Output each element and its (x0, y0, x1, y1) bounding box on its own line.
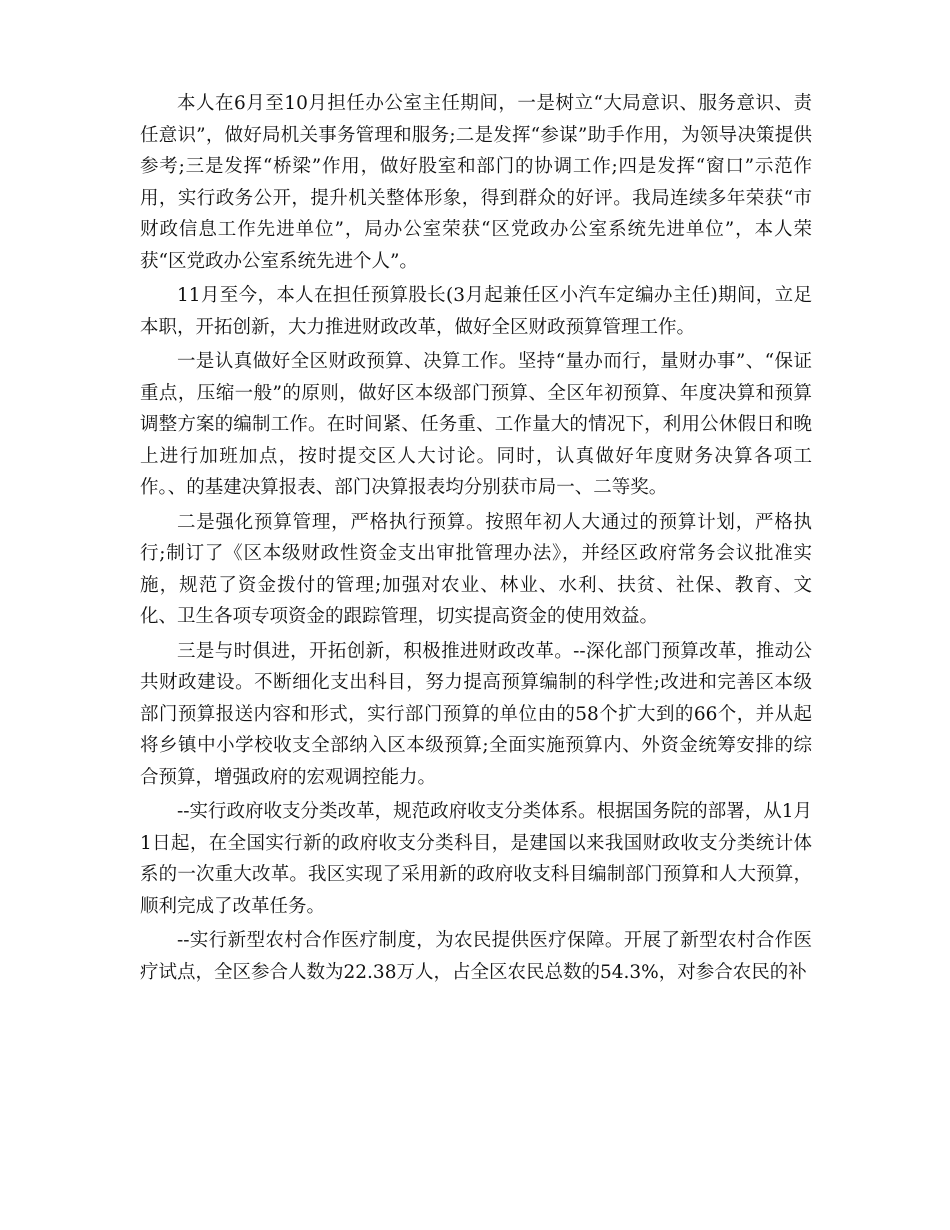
paragraph-rural-medical-cooperative: --实行新型农村合作医疗制度，为农民提供医疗保障。开展了新型农村合作医疗试点，全区参合人数为22.38万人，占全区农民总数的54.3%，对参合农民的补 (140, 930, 812, 983)
document-body (140, 88, 812, 991)
paragraph-revenue-classification-reform: --实行政府收支分类改革，规范政府收支分类体系。根据国务院的部署，从1月1日起，在全国实行新的政府收支分类科目，是建国以来我国财政收支分类统计体系的一次重大改革。我区实现了采用新的政府收支科目编制部门预算和人大预算，顺利完成了改革任务。 (140, 801, 812, 917)
paragraph-fiscal-reform: 三是与时俱进，开拓创新，积极推进财政改革。--深化部门预算改革，推动公共财政建设。不断细化支出科目，努力提高预算编制的科学性;改进和完善区本级部门预算报送内容和形式，实行部门预算的单位由的58个扩大到的66个，并从起将乡镇中小学校收支全部纳入区本级预算;全面实施预算内、外资金统筹安排的综合预算，增强政府的宏观调控能力。 (140, 640, 812, 788)
paragraph-office-director: 本人在6月至10月担任办公室主任期间，一是树立“大局意识、服务意识、责任意识”，做好局机关事务管理和服务;二是发挥“参谋”助手作用，为领导决策提供参考;三是发挥“桥梁”作用，做好股室和部门的协调工作;四是发挥“窗口”示范作用，实行政务公开，提升机关整体形象，得到群众的好评。我局连续多年荣获“市财政信息工作先进单位”，局办公室荣获“区党政办公室系统先进单位”，本人荣获“区党政办公室系统先进个人”。 (140, 93, 812, 272)
paragraph-budget-chief: 11月至今，本人在担任预算股长(3月起兼任区小汽车定编办主任)期间，立足本职，开拓创新，大力推进财政改革，做好全区财政预算管理工作。 (140, 285, 812, 338)
paragraph-budget-management: 二是强化预算管理，严格执行预算。按照年初人大通过的预算计划，严格执行;制订了《区本级财政性资金支出审批管理办法》，并经区政府常务会议批准实施，规范了资金拨付的管理;加强对农业、林业、水利、扶贫、社保、教育、文化、卫生各项专项资金的跟踪管理，切实提高资金的使用效益。 (140, 511, 812, 627)
paragraph-budget-final-accounts: 一是认真做好全区财政预算、决算工作。坚持“量办而行，量财办事”、“保证重点，压缩一般”的原则，做好区本级部门预算、全区年初预算、年度决算和预算调整方案的编制工作。在时间紧、任务重、工作量大的情况下，利用公休假日和晚上进行加班加点，按时提交区人大讨论。同时，认真做好年度财务决算各项工作。、的基建决算报表、部门决算报表均分别获市局一、二等奖。 (140, 351, 812, 498)
